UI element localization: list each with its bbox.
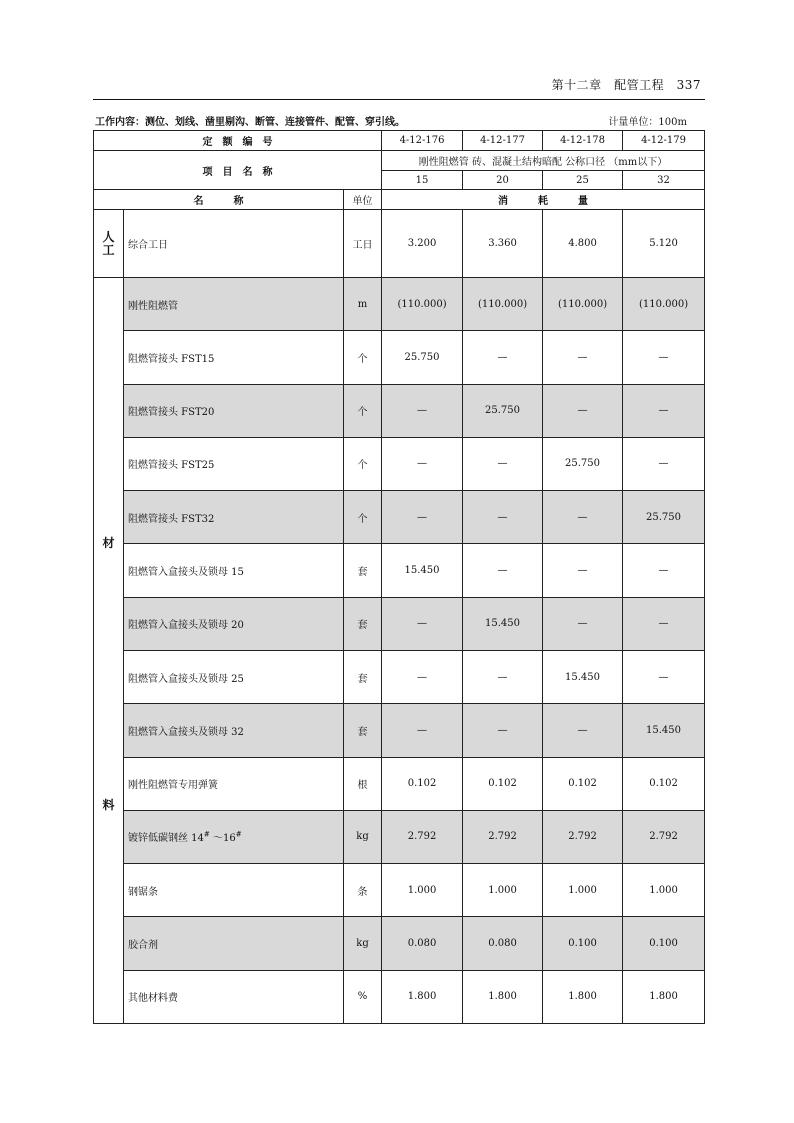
row-value: —: [463, 437, 543, 490]
row-unit: 个: [344, 491, 382, 544]
row-unit: 个: [344, 384, 382, 437]
row-unit: 条: [344, 864, 382, 917]
row-value: —: [543, 597, 623, 650]
row-value: —: [463, 704, 543, 757]
row-value: —: [623, 650, 705, 703]
diameter-cell: 15: [382, 171, 463, 190]
chapter-title: 第十二章 配管工程 337: [551, 78, 701, 92]
row-value: —: [463, 491, 543, 544]
row-value: 1.000: [543, 864, 623, 917]
row-value: 2.792: [623, 810, 705, 863]
row-value: —: [463, 331, 543, 384]
row-value: —: [382, 650, 463, 703]
row-unit: 套: [344, 544, 382, 597]
quota-code: 4-12-178: [543, 131, 623, 151]
row-value: 3.200: [382, 210, 463, 278]
row-value: 25.750: [463, 384, 543, 437]
row-name: 镀锌低碳钢丝 14# ～16#: [124, 810, 344, 863]
row-name: 阻燃管入盒接头及锁母 25: [124, 650, 344, 703]
row-value: 0.102: [463, 757, 543, 810]
quota-label: 定 额 编 号: [94, 131, 382, 151]
material-side-char: 料: [102, 798, 115, 812]
row-value: 0.102: [623, 757, 705, 810]
row-value: —: [543, 544, 623, 597]
row-value: (110.000): [543, 278, 623, 331]
row-value: 2.792: [463, 810, 543, 863]
header-rule: [93, 99, 705, 100]
row-value: —: [623, 597, 705, 650]
row-unit: %: [344, 970, 382, 1023]
row-value: (110.000): [382, 278, 463, 331]
row-unit: 套: [344, 704, 382, 757]
row-value: 1.000: [382, 864, 463, 917]
material-side-label: [94, 278, 124, 1024]
row-unit: 套: [344, 650, 382, 703]
row-unit: 套: [344, 597, 382, 650]
row-value: 15.450: [623, 704, 705, 757]
measure-unit: 计量单位：100m: [608, 117, 687, 128]
row-unit: kg: [344, 917, 382, 970]
row-value: (110.000): [463, 278, 543, 331]
row-value: 2.792: [382, 810, 463, 863]
row-value: 1.800: [623, 970, 705, 1023]
row-value: —: [543, 491, 623, 544]
row-value: 15.450: [382, 544, 463, 597]
labor-side-label: 人工: [94, 210, 124, 278]
row-value: 1.800: [382, 970, 463, 1023]
row-value: 1.000: [623, 864, 705, 917]
work-content: 工作内容：测位、划线、凿里剔沟、断管、连接管件、配管、穿引线。: [95, 117, 405, 128]
col-unit-header: 单位: [344, 190, 382, 210]
row-value: —: [382, 437, 463, 490]
row-name: 胶合剂: [124, 917, 344, 970]
row-name: 阻燃管接头 FST25: [124, 437, 344, 490]
row-value: 25.750: [382, 331, 463, 384]
quota-code: 4-12-177: [463, 131, 543, 151]
row-value: 0.080: [382, 917, 463, 970]
material-side-char: 材: [102, 536, 115, 550]
row-unit: 个: [344, 437, 382, 490]
row-name: 阻燃管接头 FST32: [124, 491, 344, 544]
row-value: 0.080: [463, 917, 543, 970]
row-value: (110.000): [623, 278, 705, 331]
row-value: —: [543, 704, 623, 757]
row-name: 综合工日: [124, 210, 344, 278]
row-name: 阻燃管入盒接头及锁母 15: [124, 544, 344, 597]
row-value: 3.360: [463, 210, 543, 278]
row-value: —: [623, 544, 705, 597]
diameter-cell: 32: [623, 171, 705, 190]
project-desc: 刚性阻燃管 砖、混凝土结构暗配 公称口径 （mm以下）: [382, 151, 705, 171]
project-label: 项 目 名 称: [94, 151, 382, 190]
row-value: —: [623, 437, 705, 490]
row-name: 阻燃管入盒接头及锁母 20: [124, 597, 344, 650]
row-name: 刚性阻燃管: [124, 278, 344, 331]
col-name-header: 名 称: [94, 190, 344, 210]
row-name: 刚性阻燃管专用弹簧: [124, 757, 344, 810]
page-header: [93, 72, 705, 98]
row-value: 0.100: [623, 917, 705, 970]
row-value: 1.800: [463, 970, 543, 1023]
diameter-cell: 25: [543, 171, 623, 190]
row-value: —: [382, 704, 463, 757]
row-value: —: [382, 597, 463, 650]
row-value: —: [463, 544, 543, 597]
row-value: —: [382, 491, 463, 544]
row-value: —: [543, 331, 623, 384]
row-name: 其他材料费: [124, 970, 344, 1023]
row-value: 15.450: [463, 597, 543, 650]
row-value: 0.100: [543, 917, 623, 970]
quota-table: [93, 130, 705, 1024]
row-value: 0.102: [382, 757, 463, 810]
row-value: 15.450: [543, 650, 623, 703]
diameter-cell: 20: [463, 171, 543, 190]
row-name: 阻燃管接头 FST20: [124, 384, 344, 437]
row-value: 4.800: [543, 210, 623, 278]
row-unit: m: [344, 278, 382, 331]
row-value: 1.000: [463, 864, 543, 917]
row-value: —: [543, 384, 623, 437]
row-value: 2.792: [543, 810, 623, 863]
row-value: 1.800: [543, 970, 623, 1023]
row-name: 钢锯条: [124, 864, 344, 917]
row-value: —: [382, 384, 463, 437]
row-unit: 根: [344, 757, 382, 810]
row-value: 25.750: [543, 437, 623, 490]
row-value: —: [463, 650, 543, 703]
row-value: 0.102: [543, 757, 623, 810]
row-unit: 个: [344, 331, 382, 384]
row-value: —: [623, 331, 705, 384]
row-value: 25.750: [623, 491, 705, 544]
row-value: —: [623, 384, 705, 437]
quota-code: 4-12-176: [382, 131, 463, 151]
row-unit: 工日: [344, 210, 382, 278]
col-consume-header: 消 耗 量: [382, 190, 705, 210]
row-name: 阻燃管入盒接头及锁母 32: [124, 704, 344, 757]
row-name: 阻燃管接头 FST15: [124, 331, 344, 384]
row-unit: kg: [344, 810, 382, 863]
quota-code: 4-12-179: [623, 131, 705, 151]
row-value: 5.120: [623, 210, 705, 278]
